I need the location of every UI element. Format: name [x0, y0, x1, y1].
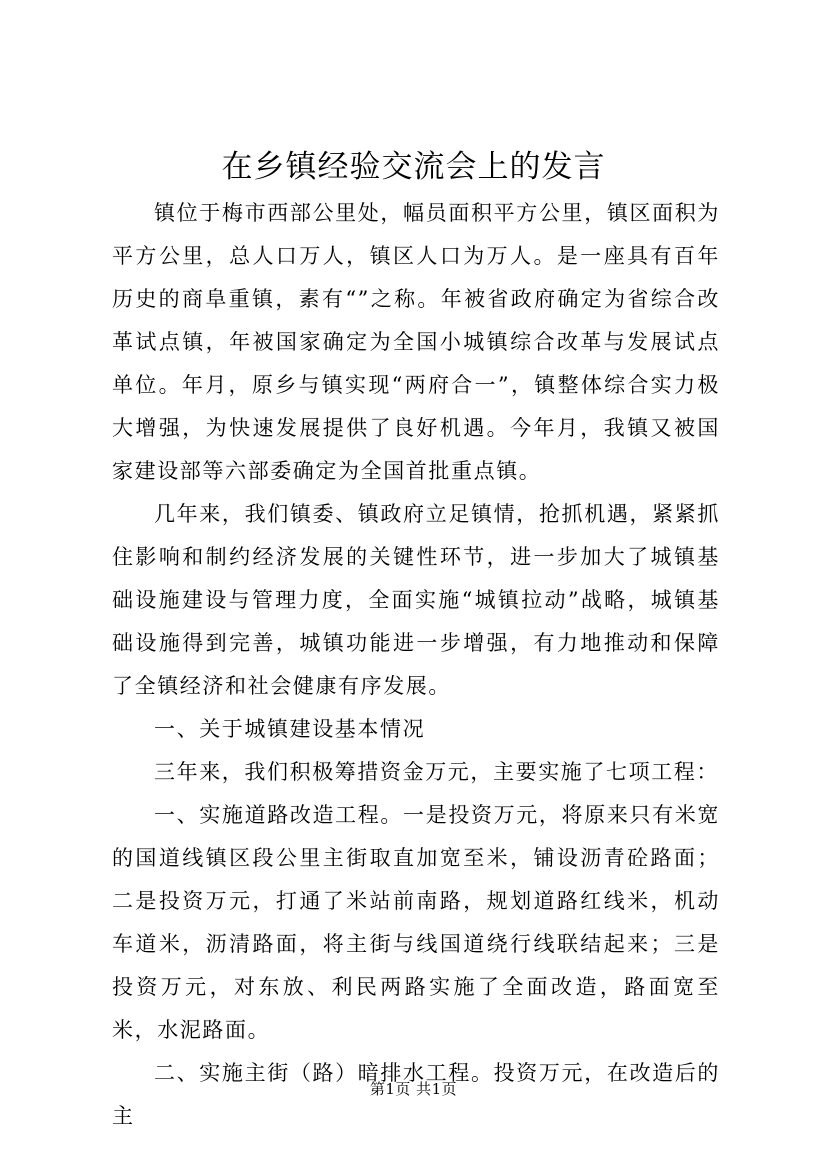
paragraph: 几年来，我们镇委、镇政府立足镇情，抢抓机遇，紧紧抓住影响和制约经济发展的关键性环节，进一步加大了城镇基础设施建设与管理力度，全面实施“城镇拉动”战略，城镇基础设施得到完善，城镇功能进一步增强，有力地推动和保障了全镇经济和社会健康有序发展。: [112, 502, 720, 698]
paragraph: 二、实施主街（路）暗排水工程。投资万元，在改造后的主: [112, 1061, 720, 1128]
paragraph: 镇位于梅市西部公里处，幅员面积平方公里，镇区面积为平方公里，总人口万人，镇区人口为万人。是一座具有百年历史的商阜重镇，素有“”之称。年被省政府确定为省综合改革试点镇，年被国家确定为全国小城镇综合改革与发展试点单位。年月，原乡与镇实现“两府合一”，镇整体综合实力极大增强，为快速发展提供了良好机遇。今年月，我镇又被国家建设部等六部委确定为全国首批重点镇。: [112, 201, 720, 483]
paragraph: 一、实施道路改造工程。一是投资万元，将原来只有米宽的国道线镇区段公里主街取直加宽至米，铺设沥青砼路面；二是投资万元，打通了米站前南路，规划道路红线米，机动车道米，沥清路面，将主街与线国道绕行线联结起来；三是投资万元，对东放、利民两路实施了全面改造，路面宽至米，水泥路面。: [112, 803, 720, 1042]
document-title: 在乡镇经验交流会上的发言: [221, 149, 606, 185]
document-body: [112, 192, 720, 1138]
page-footer: 第1页 共1页: [369, 1080, 458, 1098]
paragraph: 三年来，我们积极筹措资金万元，主要实施了七项工程：: [154, 760, 719, 784]
section-heading: 一、关于城镇建设基本情况: [154, 717, 426, 741]
